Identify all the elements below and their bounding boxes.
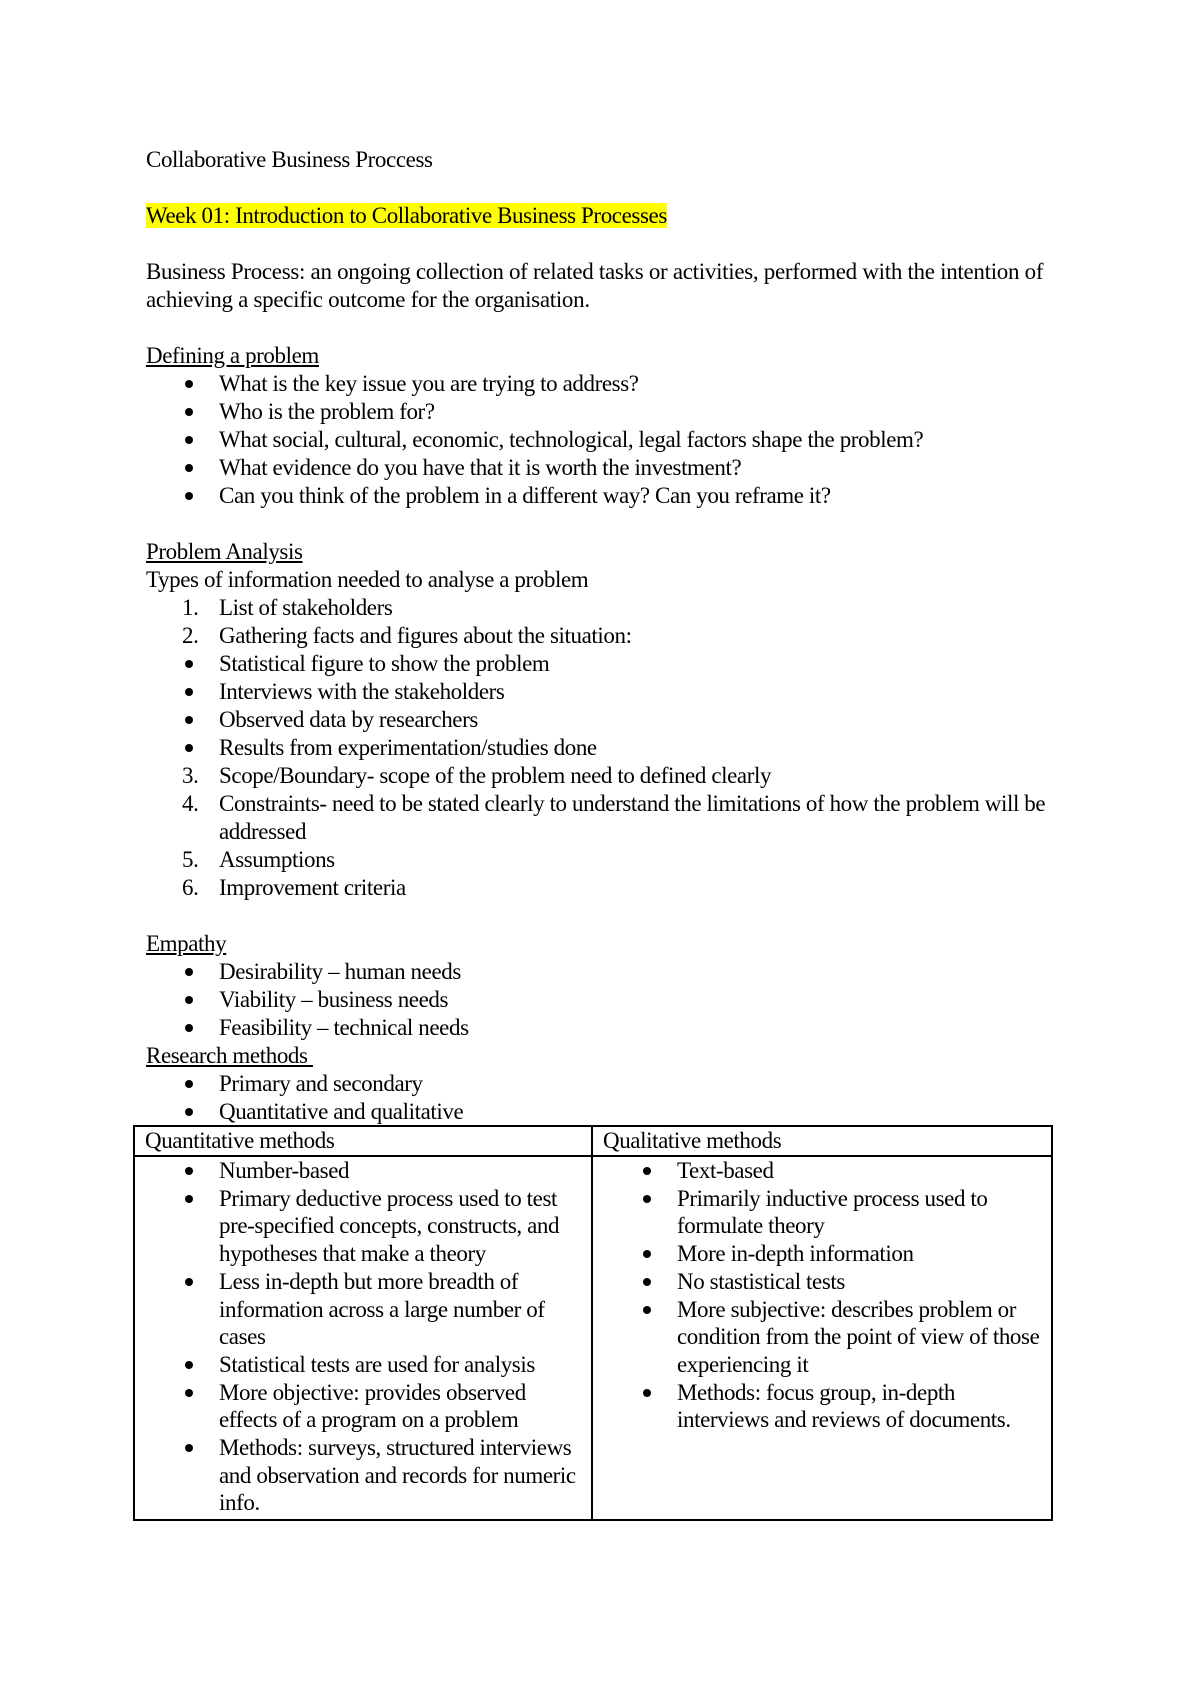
list-number: 4.	[182, 791, 199, 816]
qualitative-header: Qualitative methods	[592, 1126, 1052, 1156]
list-number: 6.	[182, 875, 199, 900]
list-number: 3.	[182, 763, 199, 788]
list-item	[146, 790, 1076, 846]
list-number: 5.	[182, 847, 199, 872]
research-methods-list	[146, 1070, 1076, 1126]
list-item-text: Statistical figure to show the problem	[219, 651, 550, 676]
list-item-text: Observed data by researchers	[219, 707, 478, 732]
list-item-text: Scope/Boundary- scope of the problem need to defined clearly	[219, 763, 772, 788]
list-item-text: Improvement criteria	[219, 875, 406, 900]
list-item: More in-depth information	[603, 1240, 1041, 1268]
problem-analysis-intro: Types of information needed to analyse a problem	[146, 567, 589, 592]
list-item: Less in-depth but more breadth of information across a large number of cases	[145, 1268, 581, 1351]
quantitative-header: Quantitative methods	[134, 1126, 592, 1156]
list-item	[146, 734, 1076, 762]
defining-problem-list	[146, 370, 1076, 510]
list-item: No stastistical tests	[603, 1268, 1041, 1296]
qualitative-cell	[592, 1156, 1052, 1520]
problem-analysis-list	[146, 594, 1076, 902]
list-item-text: Assumptions	[219, 847, 335, 872]
list-item-text: List of stakeholders	[219, 595, 393, 620]
list-item: Desirability – human needs	[146, 958, 1076, 986]
defining-problem-heading: Defining a problem	[146, 343, 319, 368]
list-item	[146, 846, 1076, 874]
list-item	[146, 762, 1076, 790]
list-item-text: Gathering facts and figures about the situation:	[219, 623, 632, 648]
business-process-definition: Business Process: an ongoing collection of related tasks or activities, performed with the intention of achieving a specific outcome for the organisation.	[146, 259, 1044, 312]
list-item	[146, 622, 1076, 650]
list-item: Feasibility – technical needs	[146, 1014, 1076, 1042]
list-number: 1.	[182, 595, 199, 620]
list-item: More objective: provides observed effects of a program on a problem	[145, 1379, 581, 1434]
list-item: Can you think of the problem in a different way? Can you reframe it?	[146, 482, 1076, 510]
document-title: Collaborative Business Proccess	[146, 147, 433, 172]
methods-table	[133, 1125, 1053, 1521]
list-item: More subjective: describes problem or condition from the point of view of those experiencing it	[603, 1296, 1041, 1379]
list-item	[146, 874, 1076, 902]
list-item: What evidence do you have that it is worth the investment?	[146, 454, 1076, 482]
list-item: Primary deductive process used to test pre-specified concepts, constructs, and hypotheses that make a theory	[145, 1185, 581, 1268]
list-item: Primary and secondary	[146, 1070, 1076, 1098]
qualitative-list	[603, 1157, 1041, 1434]
list-item-text: Interviews with the stakeholders	[219, 679, 505, 704]
list-item: What is the key issue you are trying to address?	[146, 370, 1076, 398]
list-item: Methods: focus group, in-depth interviews and reviews of documents.	[603, 1379, 1041, 1434]
quantitative-cell	[134, 1156, 592, 1520]
document-page	[146, 146, 1076, 1126]
list-item: Methods: surveys, structured interviews and observation and records for numeric info.	[145, 1434, 581, 1517]
list-item-text: Results from experimentation/studies done	[219, 735, 597, 760]
list-item-text: Constraints- need to be stated clearly to understand the limitations of how the problem will be addressed	[219, 791, 1046, 844]
list-item: Quantitative and qualitative	[146, 1098, 1076, 1126]
list-item	[146, 706, 1076, 734]
research-methods-heading: Research methods	[146, 1043, 313, 1068]
empathy-heading: Empathy	[146, 931, 227, 956]
problem-analysis-heading: Problem Analysis	[146, 539, 303, 564]
list-item: Viability – business needs	[146, 986, 1076, 1014]
list-number: 2.	[182, 623, 199, 648]
quantitative-list	[145, 1157, 581, 1517]
list-item: Statistical tests are used for analysis	[145, 1351, 581, 1379]
list-item	[146, 650, 1076, 678]
empathy-list	[146, 958, 1076, 1042]
list-item	[146, 678, 1076, 706]
week-heading: Week 01: Introduction to Collaborative Business Processes	[146, 203, 667, 228]
list-item: What social, cultural, economic, technological, legal factors shape the problem?	[146, 426, 1076, 454]
list-item: Who is the problem for?	[146, 398, 1076, 426]
list-item: Primarily inductive process used to formulate theory	[603, 1185, 1041, 1240]
list-item	[146, 594, 1076, 622]
list-item: Text-based	[603, 1157, 1041, 1185]
list-item: Number-based	[145, 1157, 581, 1185]
